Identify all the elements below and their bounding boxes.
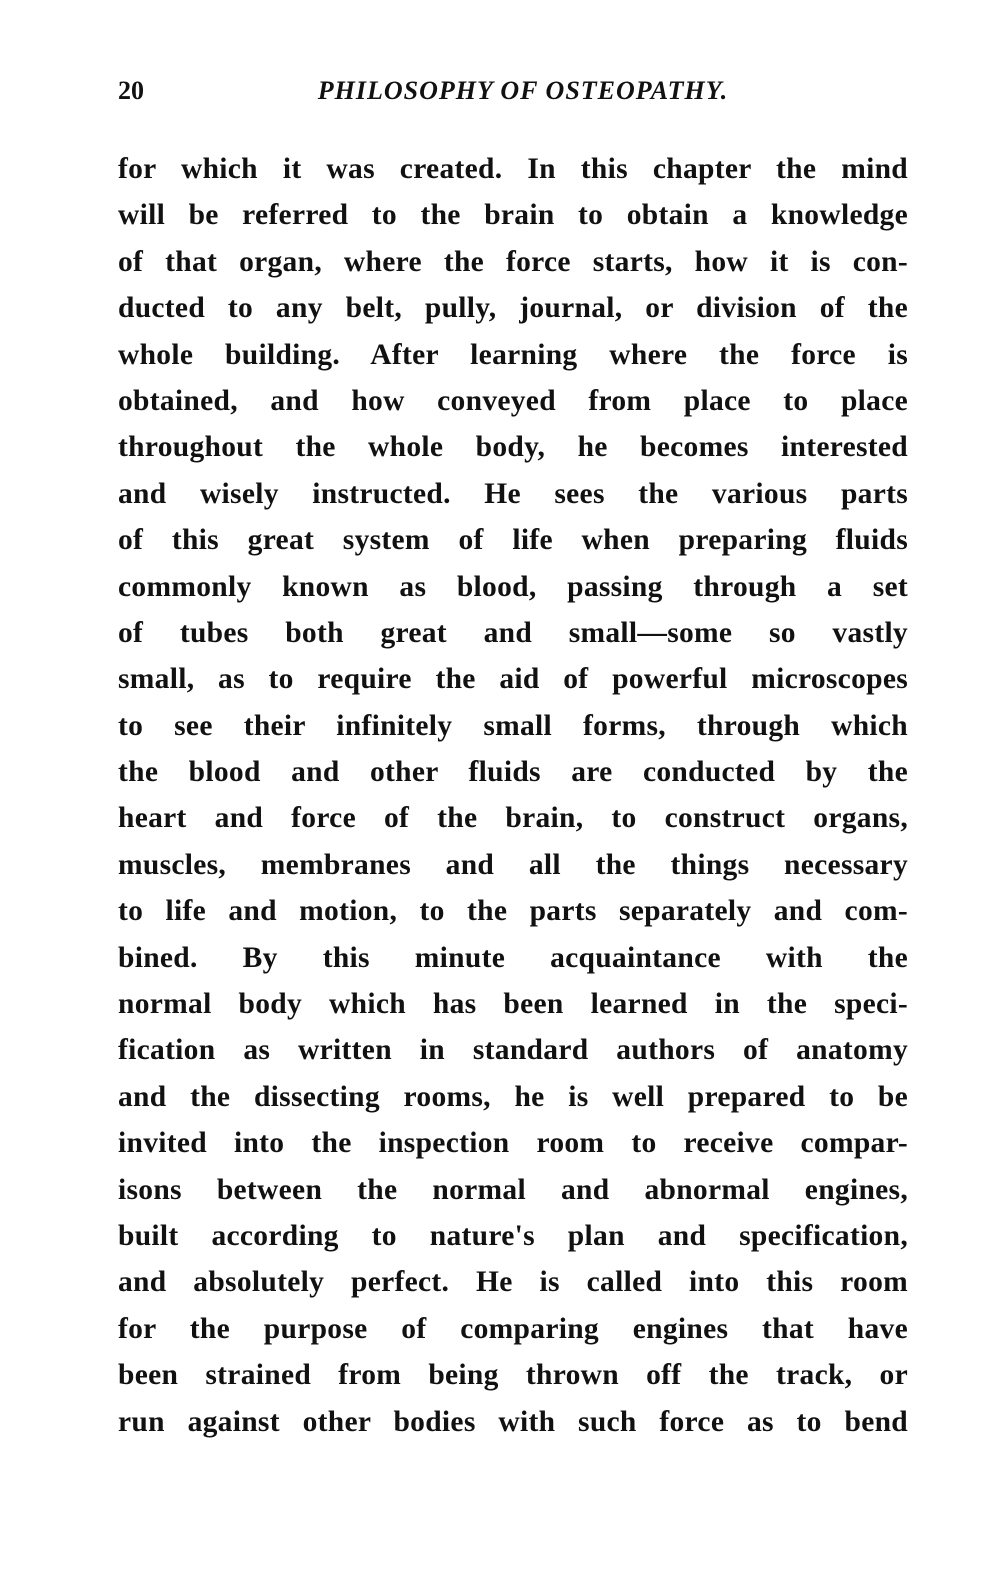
text-line: muscles, membranes and all the things necessary (118, 848, 908, 881)
text-line: whole building. After learning where the force is (118, 338, 908, 371)
text-line: to life and motion, to the parts separately and com- (118, 895, 908, 928)
text-line: of tubes both great and small—some so vastly (118, 616, 908, 649)
text-line: of this great system of life when preparing fluids (118, 524, 908, 557)
body-text (118, 146, 908, 1445)
text-line: bined. By this minute acquaintance with the (118, 941, 908, 974)
text-line: for which it was created. In this chapter the mind (118, 153, 908, 185)
text-line: and the dissecting rooms, he is well prepared to be (118, 1080, 908, 1113)
text-line: commonly known as blood, passing through a set (118, 570, 908, 603)
text-line: heart and force of the brain, to construct organs, (118, 802, 908, 835)
page-header (118, 76, 908, 116)
text-line: isons between the normal and abnormal engines, (118, 1173, 908, 1206)
text-line: to see their infinitely small forms, through which (118, 709, 908, 742)
text-line: of that organ, where the force starts, how it is con- (118, 245, 908, 278)
text-line: for the purpose of comparing engines that have (118, 1312, 908, 1345)
text-line: will be referred to the brain to obtain a knowledge (118, 199, 908, 232)
text-line: been strained from being thrown off the track, or (118, 1359, 908, 1392)
page-number: 20 (118, 76, 144, 105)
text-line: fication as written in standard authors of anatomy (118, 1034, 908, 1067)
text-line: ducted to any belt, pully, journal, or division of the (118, 292, 908, 325)
text-line: built according to nature's plan and specification, (118, 1219, 908, 1252)
running-title: PHILOSOPHY OF OSTEOPATHY. (317, 76, 729, 105)
text-line: obtained, and how conveyed from place to place (118, 384, 908, 417)
text-line: and wisely instructed. He sees the various parts (118, 477, 908, 510)
text-line: small, as to require the aid of powerful microscopes (118, 663, 908, 696)
text-line: throughout the whole body, he becomes interested (118, 431, 908, 464)
text-line: the blood and other fluids are conducted by the (118, 756, 908, 789)
text-line: normal body which has been learned in the speci- (118, 988, 908, 1021)
text-line: and absolutely perfect. He is called into this room (118, 1266, 908, 1299)
text-line: invited into the inspection room to receive compar- (118, 1127, 908, 1160)
text-line: run against other bodies with such force as to bend (118, 1405, 908, 1438)
